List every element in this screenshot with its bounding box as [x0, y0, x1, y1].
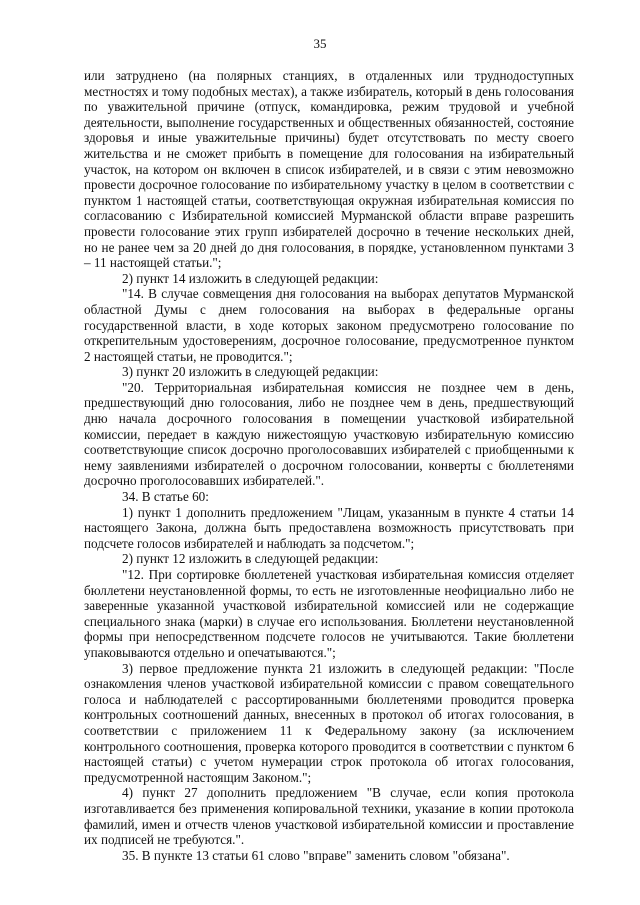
paragraph-quote-14: "14. В случае совмещения дня голосования на выборах депутатов Мурманской областной Думы с днем голосования на выборах в федеральные органы государственной власти, в ходе которых законом предусмотрено голосование по открепительным удостоверениям, досрочное голосование, предусмотренное пунктом 2 настоящей статьи, не проводится."; [84, 286, 574, 364]
paragraph-item-2: 2) пункт 14 изложить в следующей редакции: [122, 270, 379, 286]
paragraph-item-3: 3) пункт 20 изложить в следующей редакции: [122, 364, 379, 380]
page-number: 35 [313, 36, 327, 51]
paragraph-article-35: 35. В пункте 13 статьи 61 слово "вправе" заменить словом "обязана". [122, 847, 510, 863]
document-body [84, 68, 574, 863]
paragraph-article-34: 34. В статье 60: [122, 489, 209, 505]
paragraph-quote-20: "20. Территориальная избирательная комиссия не позднее чем в день, предшествующий дню голосования, либо не позднее чем в день, предшествующий дню начала досрочного голосования в помещении участковой избирательной комиссии, передает в каждую нижестоящую участковую избирательную комиссию соответствующие список досрочно проголосовавших избирателей с приобщенными к нему заявлениями избирателей о досрочном голосовании, конверты с бюллетенями досрочно проголосовавших избирателей.". [84, 379, 574, 489]
paragraph-item-3b: 3) первое предложение пункта 21 изложить в следующей редакции: "После ознакомления членов участковой избирательной комиссии с правом совещательного голоса и наблюдателей с рассортированными бюллетенями проводится проверка контрольных соотношений данных, внесенных в протокол об итогах голосования, в соответствии с приложением 11 к Федеральному закону (за исключением контрольного соотношения, проверка которого проводится в соответствии с пунктом 6 настоящей статьи) с учетом нумерации строк протокола об итогах голосования, предусмотренной настоящим Законом."; [84, 660, 574, 785]
paragraph-continuation: или затруднено (на полярных станциях, в отдаленных или труднодоступных местностях и тому подобных местах), а также избиратель, который в день голосования по уважительной причине (отпуск, командировка, режим трудовой и учебной деятельности, выполнение государственных и общественных обязанностей, состояние здоровья и иные уважительные причины) будет отсутствовать по месту своего жительства и не сможет прибыть в помещение для голосования на избирательный участок, на котором он включен в список избирателей, и в связи с этим невозможно провести досрочное голосование по избирательному участку в целом в соответствии с пунктом 1 настоящей статьи, соответствующая окружная избирательная комиссия по согласованию с Избирательной комиссией Мурманской области вправе разрешить провести голосование этих групп избирателей досрочно в течение нескольких дней, но не ранее чем за 20 дней до дня голосования, в порядке, установленном пунктами 3 – 11 настоящей статьи."; [84, 68, 574, 271]
paragraph-item-2b: 2) пункт 12 изложить в следующей редакции: [122, 551, 379, 567]
paragraph-quote-12: "12. При сортировке бюллетеней участковая избирательная комиссия отделяет бюллетени неустановленной формы, то есть не изготовленные неофициально либо не заверенные указанной участковой избирательной комиссией или не содержащие специального знака (марки) в случае его использования. Бюллетени неустановленной формы при непосредственном подсчете голосов не учитываются. Такие бюллетени упаковываются отдельно и опечатываются."; [84, 567, 574, 660]
paragraph-item-1: 1) пункт 1 дополнить предложением "Лицам, указанным в пункте 4 статьи 14 настоящего Закона, должна быть предоставлена возможность присутствовать при подсчете голосов избирателей и наблюдать за подсчетом."; [84, 504, 574, 551]
paragraph-item-4: 4) пункт 27 дополнить предложением "В случае, если копия протокола изготавливается без применения копировальной техники, указание в копии протокола фамилий, имен и отчеств членов участковой избирательной комиссии и проставление их подписей не требуются.". [84, 785, 574, 848]
